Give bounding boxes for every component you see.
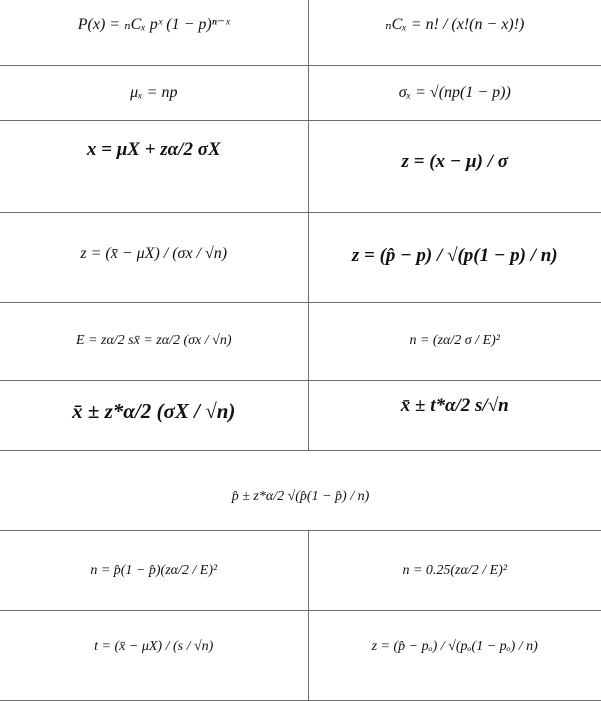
proportion-sample-size-formula: n = p̂(1 − p̂)(zα/2 / E)² <box>90 562 218 578</box>
formula-cell <box>0 610 308 700</box>
z-score-formula: z = (x − μ) / σ <box>401 150 508 172</box>
binomial-sd-formula: σₓ = √(np(1 − p)) <box>398 83 511 101</box>
formula-cell <box>308 610 601 700</box>
t-confidence-interval-formula: x̄ ± t*α/2 s/√n <box>400 394 509 416</box>
formula-cell <box>308 302 601 380</box>
t-statistic-formula: t = (x̄ − μX) / (s / √n) <box>94 638 214 654</box>
formula-cell <box>0 212 308 302</box>
proportion-confidence-interval-formula: p̂ ± z*α/2 √(p̂(1 − p̂) / n) <box>231 488 370 504</box>
sample-size-formula: n = (zα/2 σ / E)² <box>409 332 500 348</box>
formula-cell <box>308 380 601 450</box>
formula-cell <box>308 65 601 120</box>
table-row <box>0 120 601 212</box>
table-row <box>0 610 601 700</box>
z-confidence-interval-formula: x̄ ± z*α/2 (σX / √n) <box>72 398 236 423</box>
formula-cell <box>0 302 308 380</box>
formula-cell <box>308 530 601 610</box>
combination-formula: ₙCₓ = n! / (x!(n − x)!) <box>385 16 525 33</box>
margin-of-error-formula: E = zα/2 sx̄ = zα/2 (σx / √n) <box>76 332 232 348</box>
binomial-probability-formula: P(x) = ₙCₓ pˣ (1 − p)ⁿ⁻ˣ <box>77 16 230 33</box>
table-row <box>0 530 601 610</box>
table-row <box>0 65 601 120</box>
formula-cell <box>0 380 308 450</box>
formula-cell <box>308 0 601 65</box>
z-sample-mean-formula: z = (x̄ − μX) / (σx / √n) <box>80 244 228 262</box>
table-row <box>0 212 601 302</box>
z-proportion-test-formula: z = (p̂ − pₒ) / √(pₒ(1 − pₒ) / n) <box>371 638 538 654</box>
table-row <box>0 0 601 65</box>
table-row <box>0 380 601 450</box>
formula-cell <box>0 65 308 120</box>
formula-cell <box>0 120 308 212</box>
table-row <box>0 450 601 530</box>
formula-cell <box>0 530 308 610</box>
formula-cell <box>308 212 601 302</box>
formula-cell <box>0 0 308 65</box>
conservative-sample-size-formula: n = 0.25(zα/2 / E)² <box>402 562 508 578</box>
formula-cell <box>308 120 601 212</box>
table-row <box>0 302 601 380</box>
formula-cell <box>0 450 601 530</box>
z-proportion-formula: z = (p̂ − p) / √(p(1 − p) / n) <box>351 244 558 266</box>
binomial-mean-formula: μₓ = np <box>130 83 178 101</box>
x-from-z-formula: x = μX + zα/2 σX <box>86 138 221 160</box>
